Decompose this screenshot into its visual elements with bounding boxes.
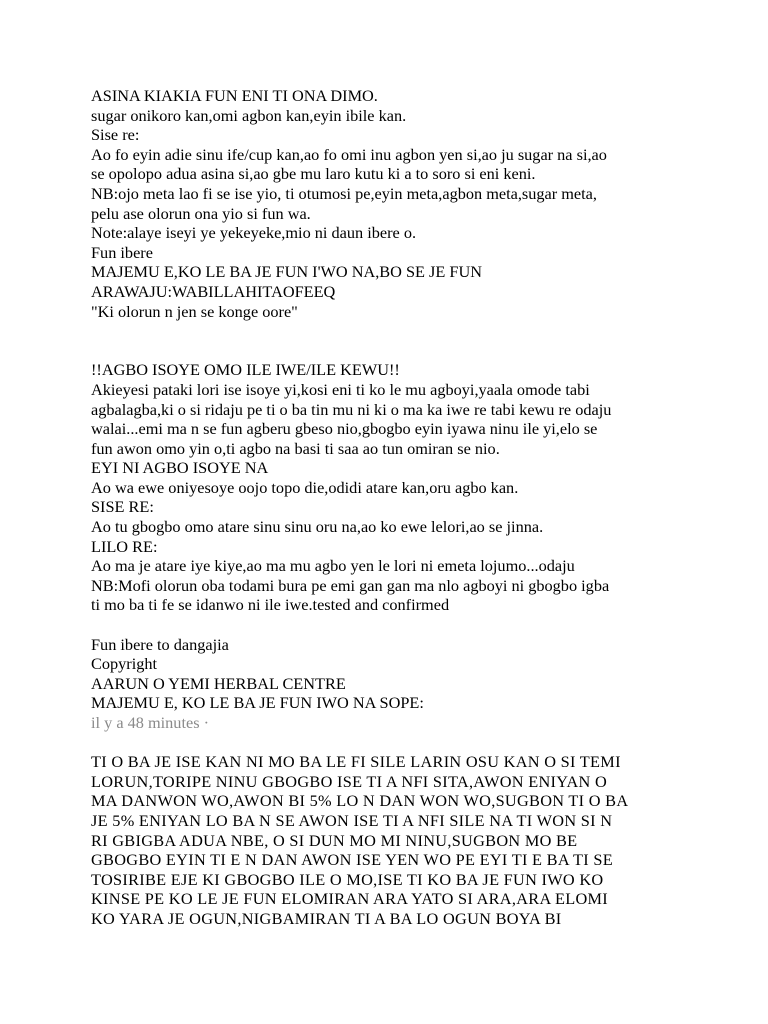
paragraph-line: GBOGBO EYIN TI E N DAN AWON ISE YEN WO PE EYI TI E BA TI SE: [91, 850, 613, 870]
paragraph-line: NB:ojo meta lao fi se ise yio, ti otumosi pe,eyin meta,agbon meta,sugar meta,: [91, 183, 597, 203]
paragraph-line: agbalagba,ki o si ridaju pe ti o ba tin mu ni ki o ma ka iwe re tabi kewu re odaju: [91, 399, 612, 419]
paragraph-line: TOSIRIBE EJE KI GBOGBO ILE O MO,ISE TI KO BA JE FUN IWO KO: [91, 869, 604, 889]
paragraph-line: Ao ma je atare iye kiye,ao ma mu agbo yen le lori ni emeta lojumo...odaju: [91, 556, 575, 576]
subheading-line: EYI NI AGBO ISOYE NA: [91, 458, 269, 478]
paragraph-line: ti mo ba ti fe se idanwo ni ile iwe.tested and confirmed: [91, 595, 450, 615]
paragraph-line: NB:Mofi olorun oba todami bura pe emi gan gan ma nlo agboyi ni gbogbo igba: [91, 575, 610, 595]
section-closing-message: [91, 752, 691, 928]
spacer: [91, 341, 691, 361]
paragraph-line: Ao tu gbogbo omo atare sinu sinu oru na,ao ko ewe lelori,ao se jinna.: [91, 517, 544, 537]
paragraph-line: Ao fo eyin adie sinu ife/cup kan,ao fo omi inu agbon yen si,ao ju sugar na si,ao: [91, 144, 607, 164]
copyright-line: Copyright: [91, 654, 158, 674]
paragraph-line: pelu ase olorun ona yio si fun wa.: [91, 203, 311, 223]
paragraph-line: fun awon omo yin o,ti agbo na basi ti saa ao tun omiran se nio.: [91, 438, 500, 458]
paragraph-line: se opolopo adua asina si,ao gbe mu laro kutu ki a to soro si eni keni.: [91, 164, 536, 184]
section-asina-kiakia: [91, 86, 691, 321]
ingredients-line: sugar onikoro kan,omi agbon kan,eyin ibile kan.: [91, 105, 407, 125]
paragraph-line: RI GBIGBA ADUA NBE, O SI DUN MO MI NINU,SUGBON MO BE: [91, 830, 578, 850]
paragraph-line: walai...emi ma n se fun agberu gbeso nio,gbogbo eyin iyawa ninu ile yi,elo se: [91, 419, 598, 439]
herbal-centre-line: AARUN O YEMI HERBAL CENTRE: [91, 673, 346, 693]
quote-line: "Ki olorun n jen se konge oore": [91, 301, 298, 321]
note-line: Note:alaye iseyi ye yekeyeke,mio ni daun ibere o.: [91, 223, 417, 243]
section-copyright: [91, 635, 691, 733]
majemu-line: MAJEMU E,KO LE BA JE FUN I'WO NA,BO SE JE FUN: [91, 262, 482, 282]
arawaju-line: ARAWAJU:WABILLAHITAOFEEQ: [91, 281, 336, 301]
fun-ibere-line: Fun ibere: [91, 242, 153, 262]
subheading-line: SISE RE:: [91, 497, 154, 517]
heading-agbo-isoye: !!AGBO ISOYE OMO ILE IWE/ILE KEWU!!: [91, 360, 400, 380]
paragraph-line: KO YARA JE OGUN,NIGBAMIRAN TI A BA LO OGUN BOYA BI: [91, 908, 562, 928]
section-agbo-isoye: [91, 360, 691, 615]
paragraph-line: Akieyesi pataki lori ise isoye yi,kosi eni ti ko le mu agboyi,yaala omode tabi: [91, 379, 590, 399]
paragraph-line: Ao wa ewe oniyesoye oojo topo die,odidi atare kan,oru agbo kan.: [91, 477, 519, 497]
sise-re-label: Sise re:: [91, 125, 140, 145]
spacer: [91, 615, 691, 635]
paragraph-line: LORUN,TORIPE NINU GBOGBO ISE TI A NFI SITA,AWON ENIYAN O: [91, 771, 608, 791]
subheading-line: LILO RE:: [91, 536, 158, 556]
heading-asina-kiakia: ASINA KIAKIA FUN ENI TI ONA DIMO.: [91, 86, 378, 105]
post-timestamp: il y a 48 minutes ·: [91, 713, 210, 732]
paragraph-line: TI O BA JE ISE KAN NI MO BA LE FI SILE LARIN OSU KAN O SI TEMI: [91, 752, 621, 772]
paragraph-line: MA DANWON WO,AWON BI 5% LO N DAN WON WO,SUGBON TI O BA: [91, 791, 629, 811]
spacer: [91, 733, 691, 753]
document-page: [91, 86, 691, 929]
paragraph-line: KINSE PE KO LE JE FUN ELOMIRAN ARA YATO SI ARA,ARA ELOMI: [91, 889, 609, 909]
paragraph-line: JE 5% ENIYAN LO BA N SE AWON ISE TI A NFI SILE NA TI WON SI N: [91, 810, 613, 830]
spacer: [91, 321, 691, 341]
fun-ibere-line: Fun ibere to dangajia: [91, 634, 229, 654]
majemu-line: MAJEMU E, KO LE BA JE FUN IWO NA SOPE:: [91, 693, 424, 713]
